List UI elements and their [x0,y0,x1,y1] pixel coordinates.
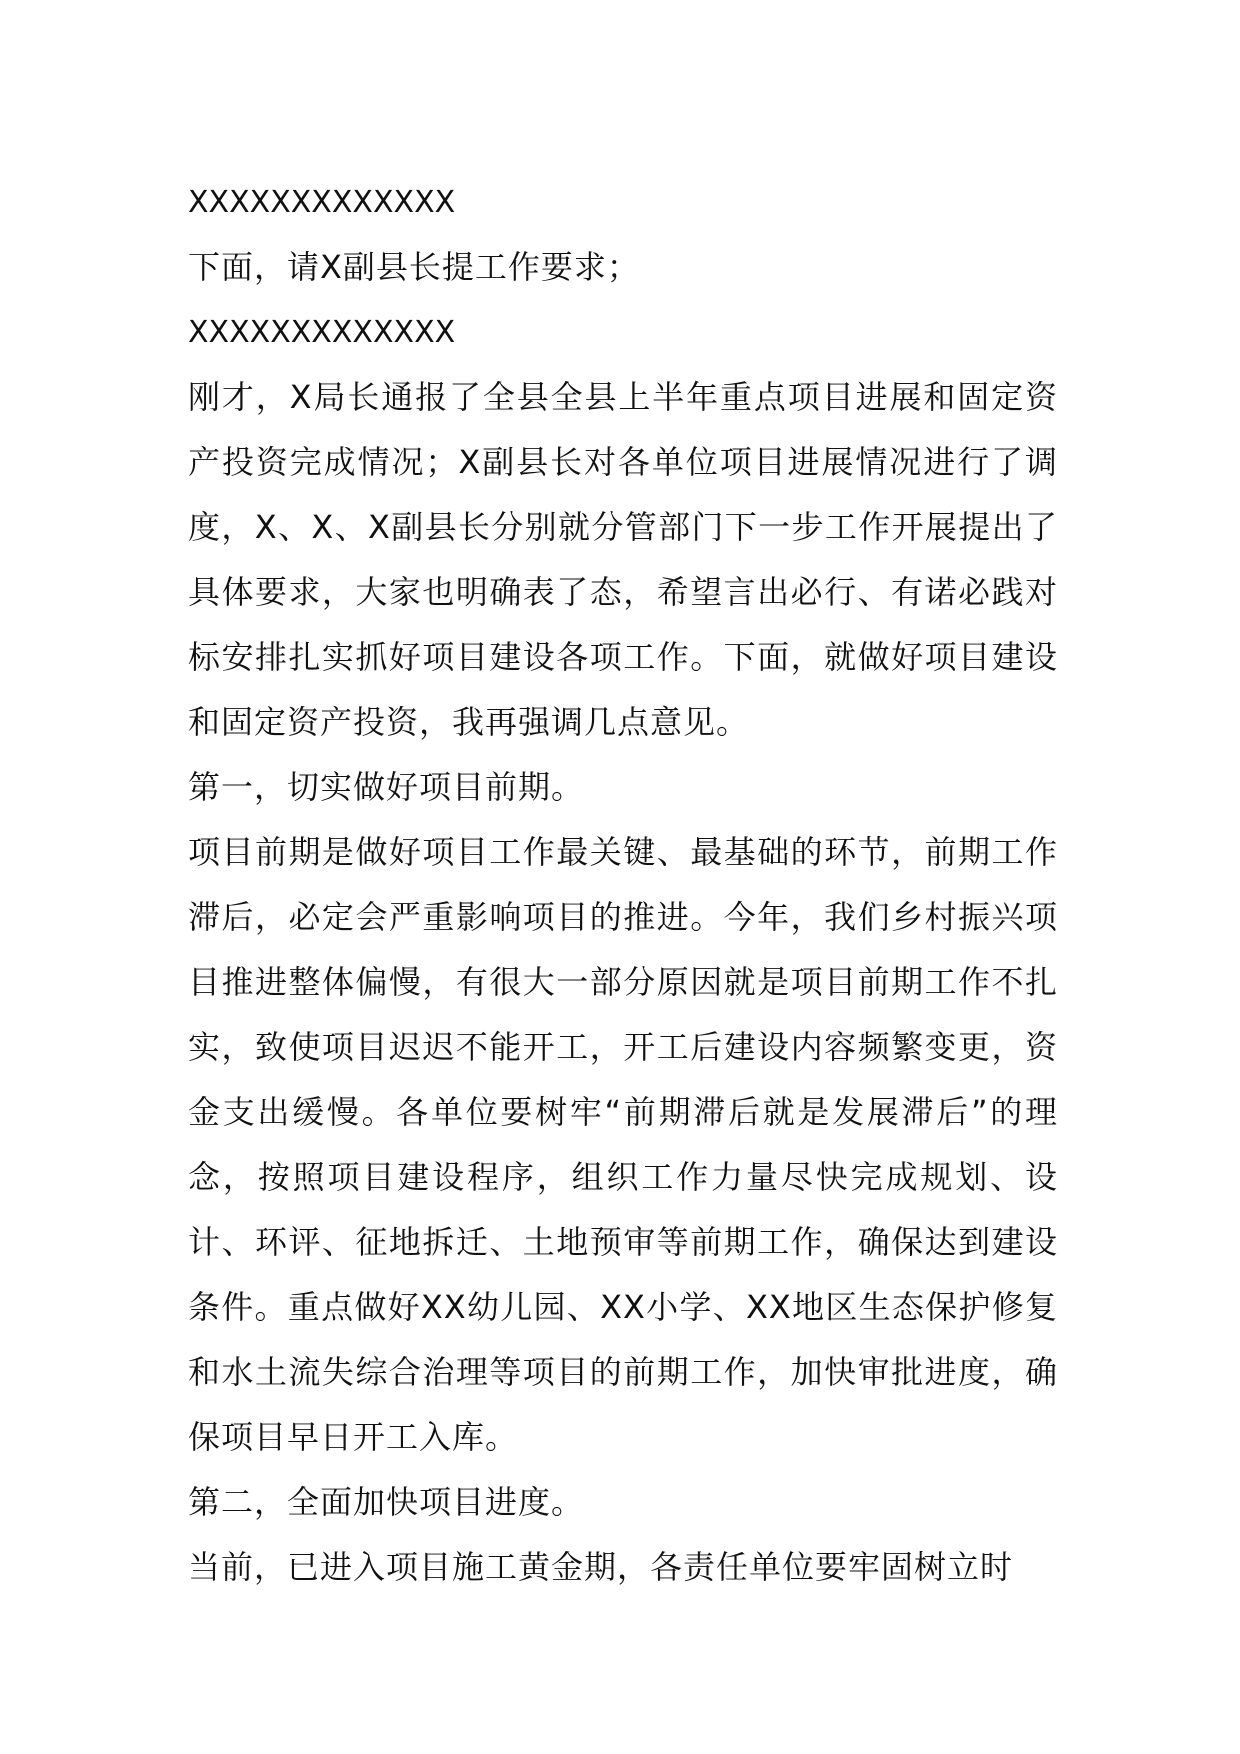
document-body [188,170,1058,1600]
section-2-body: 当前，已进入项目施工黄金期，各责任单位要牢固树立时 [188,1548,1014,1586]
section-heading-1: 第一，切实做好项目前期。 [188,768,585,806]
placeholder-line-1: XXXXXXXXXXXXX [188,185,456,220]
section-1-body: 项目前期是做好项目工作最关键、最基础的环节，前期工作滞后，必定会严重影响项目的推进。今年，我们乡村振兴项目推进整体偏慢，有很大一部分原因就是项目前期工作不扎实，致使项目迟迟不能开工，开工后建设内容频繁变更，资金支出缓慢。各单位要树牢“前期滞后就是发展滞后”的理念，按照项目建设程序，组织工作力量尽快完成规划、设计、环评、征地拆迁、土地预审等前期工作，确保达到建设条件。重点做好XX幼儿园、XX小学、XX地区生态保护修复和水土流失综合治理等项目的前期工作，加快审批进度，确保项目早日开工入库。 [188,833,1058,1456]
placeholder-line-2: XXXXXXXXXXXXX [188,315,456,350]
host-transition: 下面，请X副县长提工作要求； [188,248,640,286]
summary-paragraph: 刚才，X局长通报了全县全县上半年重点项目进展和固定资产投资完成情况；X副县长对各单位项目进展情况进行了调度，X、X、X副县长分别就分管部门下一步工作开展提出了具体要求，大家也明确表了态，希望言出必行、有诺必践对标安排扎实抓好项目建设各项工作。下面，就做好项目建设和固定资产投资，我再强调几点意见。 [188,378,1058,741]
section-heading-2: 第二，全面加快项目进度。 [188,1483,585,1521]
